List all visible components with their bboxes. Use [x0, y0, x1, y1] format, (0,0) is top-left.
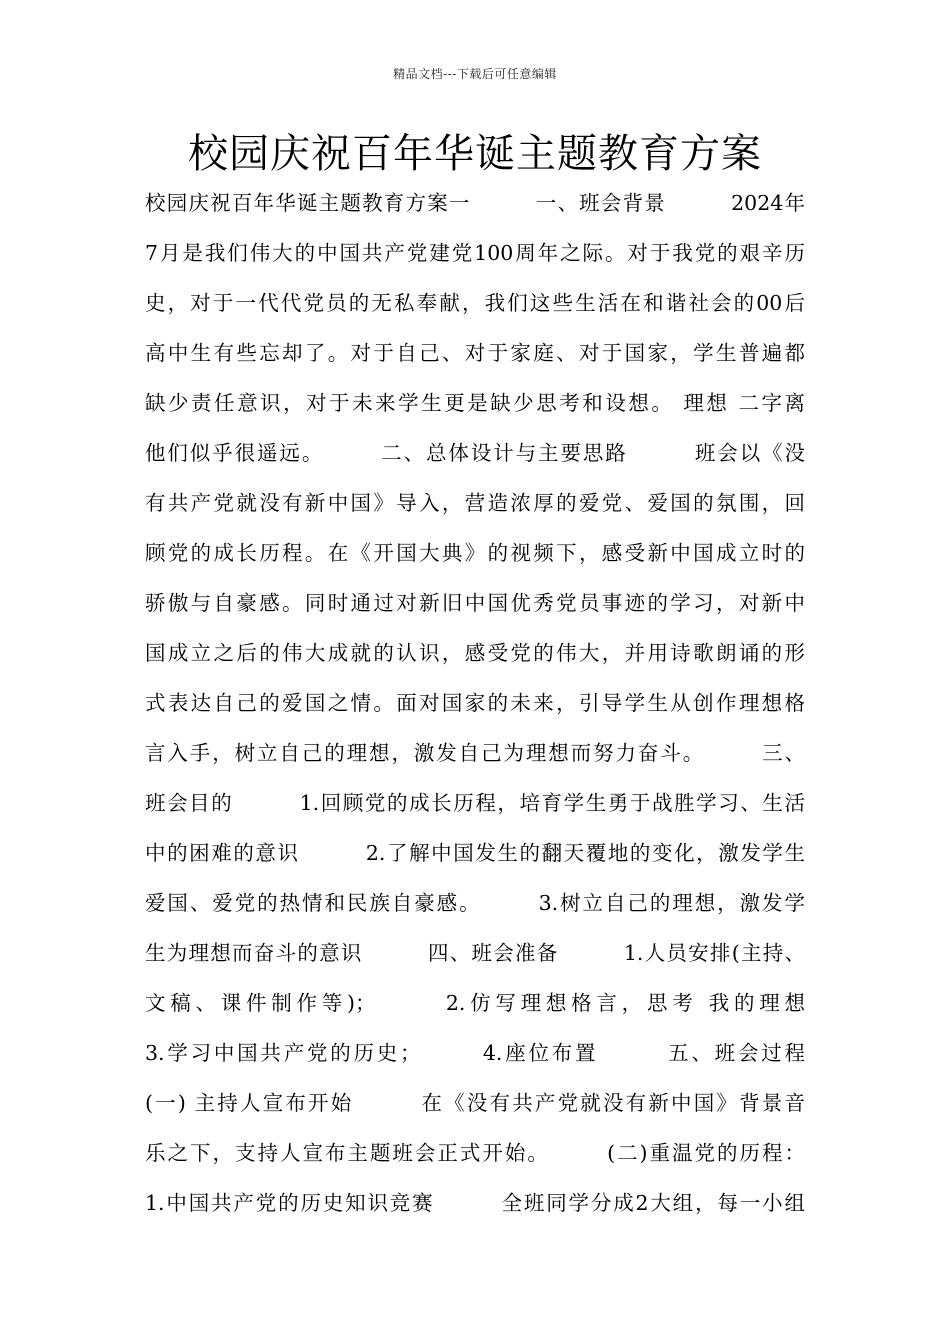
document-body — [145, 178, 805, 1228]
body-line: 国成立之后的伟大成就的认识，感受党的伟大，并用诗歌朗诵的形 — [145, 641, 805, 665]
body-line: 他们似乎很遥远。 二、总体设计与主要思路 班会以《没 — [145, 441, 805, 465]
body-line: (一) 主持人宣布开始 在《没有共产党就没有新中国》背景音 — [145, 1091, 805, 1115]
body-line: 史，对于一代代党员的无私奉献，我们这些生活在和谐社会的00后 — [145, 291, 805, 315]
body-line: 中的困难的意识 2.了解中国发生的翻天覆地的变化，激发学生 — [145, 841, 805, 865]
body-line: 文稿、课件制作等)； 2.仿写理想格言，思考 我的理想 — [145, 991, 805, 1015]
body-line: 顾党的成长历程。在《开国大典》的视频下，感受新中国成立时的 — [145, 541, 805, 565]
body-line: 3.学习中国共产党的历史； 4.座位布置 五、班会过程 — [145, 1041, 805, 1065]
body-line: 骄傲与自豪感。同时通过对新旧中国优秀党员事迹的学习，对新中 — [145, 591, 805, 615]
body-line: 1.中国共产党的历史知识竞赛 全班同学分成2大组，每一小组 — [145, 1191, 805, 1215]
body-line: 乐之下，支持人宣布主题班会正式开始。 (二)重温党的历程： — [145, 1141, 805, 1165]
body-line: 7月是我们伟大的中国共产党建党100周年之际。对于我党的艰辛历 — [145, 241, 805, 265]
header-note: 精品文档---下载后可任意编辑 — [393, 67, 557, 81]
body-line: 式表达自己的爱国之情。面对国家的未来，引导学生从创作理想格 — [145, 691, 805, 715]
body-line: 爱国、爱党的热情和民族自豪感。 3.树立自己的理想，激发学 — [145, 891, 805, 915]
body-line: 缺少责任意识，对于未来学生更是缺少思考和设想。 理想 二字离 — [145, 391, 805, 415]
body-line: 高中生有些忘却了。对于自己、对于家庭、对于国家，学生普遍都 — [145, 341, 805, 365]
body-line: 校园庆祝百年华诞主题教育方案一 一、班会背景 2024年 — [145, 191, 805, 215]
body-line: 生为理想而奋斗的意识 四、班会准备 1.人员安排(主持、 — [145, 941, 805, 965]
body-line: 班会目的 1.回顾党的成长历程，培育学生勇于战胜学习、生活 — [145, 791, 805, 815]
body-line: 言入手，树立自己的理想，激发自己为理想而努力奋斗。 三、 — [145, 741, 805, 765]
document-title: 校园庆祝百年华诞主题教育方案 — [188, 131, 762, 177]
body-line: 有共产党就没有新中国》导入，营造浓厚的爱党、爱国的氛围，回 — [145, 491, 805, 515]
